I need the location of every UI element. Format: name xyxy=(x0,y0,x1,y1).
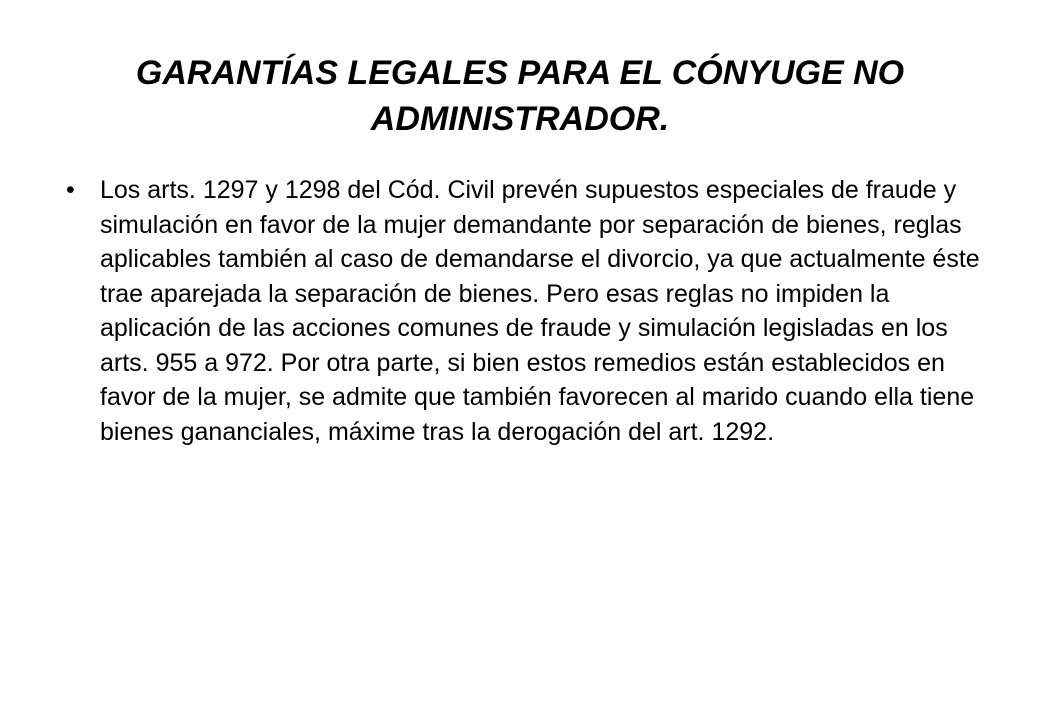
bullet-text: Los arts. 1297 y 1298 del Cód. Civil prevén supuestos especiales de fraude y simulación en favor de la mujer demandante por separación de bienes, reglas aplicables también al caso de demandarse el divorcio, ya que actualmente éste trae aparejada la separación de bienes. Pero esas reglas no impiden la aplicación de las acciones comunes de fraude y simulación legisladas en los arts. 955 a 972. Por otra parte, si bien estos remedios están establecidos en favor de la mujer, se admite que también favorecen al marido cuando ella tiene bienes gananciales, máxime tras la derogación del art. 1292. xyxy=(100,176,980,446)
bullet-dot-icon: • xyxy=(66,176,75,204)
bullet-item xyxy=(66,173,986,449)
bullet-list xyxy=(66,173,986,449)
slide-title: GARANTÍAS LEGALES PARA EL CÓNYUGE NO ADMINISTRADOR. xyxy=(135,54,905,138)
